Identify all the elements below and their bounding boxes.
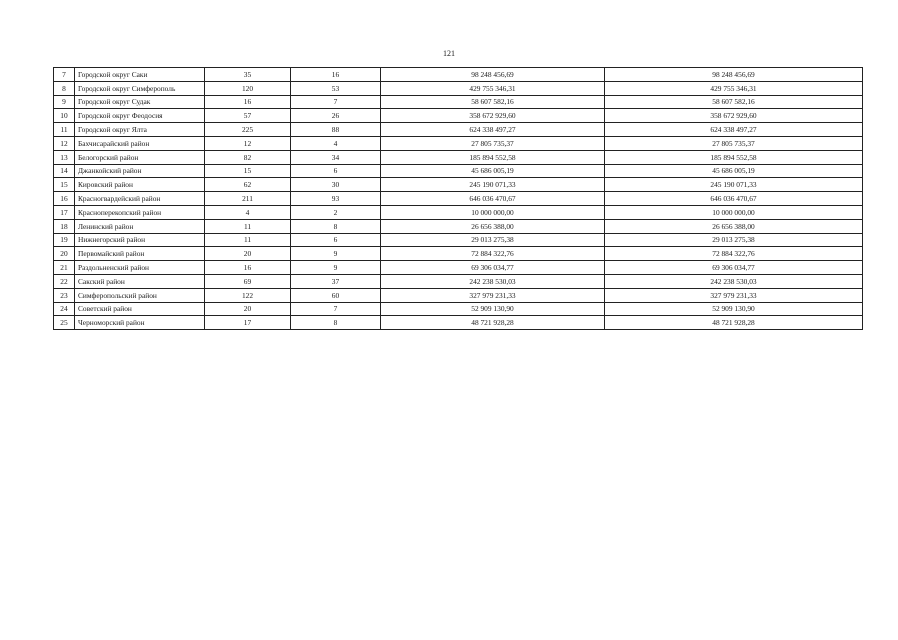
municipality-name-cell: Черноморский район	[75, 316, 205, 330]
amount-d-cell: 624 338 497,27	[605, 123, 863, 137]
amount-d-cell: 69 306 034,77	[605, 261, 863, 275]
table-body	[54, 68, 863, 330]
amount-d-cell: 29 013 275,38	[605, 233, 863, 247]
amount-c-cell: 624 338 497,27	[381, 123, 605, 137]
amount-c-cell: 58 607 582,16	[381, 95, 605, 109]
amount-d-cell: 646 036 470,67	[605, 192, 863, 206]
municipality-name-cell: Городской округ Судак	[75, 95, 205, 109]
table-row	[54, 68, 863, 82]
amount-d-cell: 429 755 346,31	[605, 81, 863, 95]
count-a-cell: 4	[205, 205, 291, 219]
data-table	[53, 67, 863, 330]
table-row	[54, 302, 863, 316]
municipality-name-cell: Нижнегорский район	[75, 233, 205, 247]
page-number: 121	[443, 49, 455, 58]
amount-c-cell: 29 013 275,38	[381, 233, 605, 247]
amount-c-cell: 185 894 552,58	[381, 150, 605, 164]
municipality-name-cell: Первомайский район	[75, 247, 205, 261]
count-b-cell: 37	[291, 274, 381, 288]
count-b-cell: 6	[291, 164, 381, 178]
row-number-cell: 19	[54, 233, 75, 247]
amount-c-cell: 242 238 530,03	[381, 274, 605, 288]
municipality-name-cell: Сакский район	[75, 274, 205, 288]
row-number-cell: 24	[54, 302, 75, 316]
table-row	[54, 178, 863, 192]
municipality-name-cell: Красногвардейский район	[75, 192, 205, 206]
count-a-cell: 20	[205, 302, 291, 316]
amount-c-cell: 429 755 346,31	[381, 81, 605, 95]
count-a-cell: 225	[205, 123, 291, 137]
amount-c-cell: 358 672 929,60	[381, 109, 605, 123]
count-b-cell: 53	[291, 81, 381, 95]
table-row	[54, 261, 863, 275]
table-row	[54, 95, 863, 109]
municipality-name-cell: Симферопольский район	[75, 288, 205, 302]
amount-c-cell: 646 036 470,67	[381, 192, 605, 206]
amount-c-cell: 52 909 130,90	[381, 302, 605, 316]
count-a-cell: 16	[205, 95, 291, 109]
amount-d-cell: 58 607 582,16	[605, 95, 863, 109]
amount-c-cell: 27 805 735,37	[381, 136, 605, 150]
count-a-cell: 11	[205, 233, 291, 247]
row-number-cell: 20	[54, 247, 75, 261]
count-a-cell: 82	[205, 150, 291, 164]
row-number-cell: 8	[54, 81, 75, 95]
table-row	[54, 192, 863, 206]
amount-d-cell: 10 000 000,00	[605, 205, 863, 219]
count-a-cell: 15	[205, 164, 291, 178]
row-number-cell: 14	[54, 164, 75, 178]
municipality-name-cell: Бахчисарайский район	[75, 136, 205, 150]
amount-d-cell: 72 884 322,76	[605, 247, 863, 261]
count-b-cell: 7	[291, 302, 381, 316]
amount-c-cell: 69 306 034,77	[381, 261, 605, 275]
row-number-cell: 13	[54, 150, 75, 164]
amount-d-cell: 185 894 552,58	[605, 150, 863, 164]
amount-c-cell: 26 656 388,00	[381, 219, 605, 233]
row-number-cell: 21	[54, 261, 75, 275]
table-row	[54, 288, 863, 302]
row-number-cell: 25	[54, 316, 75, 330]
amount-d-cell: 327 979 231,33	[605, 288, 863, 302]
amount-c-cell: 327 979 231,33	[381, 288, 605, 302]
amount-d-cell: 26 656 388,00	[605, 219, 863, 233]
table-row	[54, 109, 863, 123]
count-a-cell: 20	[205, 247, 291, 261]
amount-c-cell: 98 248 456,69	[381, 68, 605, 82]
row-number-cell: 18	[54, 219, 75, 233]
municipality-name-cell: Городской округ Ялта	[75, 123, 205, 137]
amount-c-cell: 72 884 322,76	[381, 247, 605, 261]
count-b-cell: 8	[291, 316, 381, 330]
row-number-cell: 10	[54, 109, 75, 123]
count-b-cell: 9	[291, 247, 381, 261]
municipality-name-cell: Городской округ Саки	[75, 68, 205, 82]
count-a-cell: 11	[205, 219, 291, 233]
table-row	[54, 123, 863, 137]
count-b-cell: 26	[291, 109, 381, 123]
amount-d-cell: 245 190 071,33	[605, 178, 863, 192]
amount-c-cell: 48 721 928,28	[381, 316, 605, 330]
municipality-name-cell: Ленинский район	[75, 219, 205, 233]
amount-c-cell: 245 190 071,33	[381, 178, 605, 192]
count-b-cell: 8	[291, 219, 381, 233]
municipality-name-cell: Джанкойский район	[75, 164, 205, 178]
row-number-cell: 22	[54, 274, 75, 288]
count-a-cell: 57	[205, 109, 291, 123]
amount-d-cell: 27 805 735,37	[605, 136, 863, 150]
amount-d-cell: 52 909 130,90	[605, 302, 863, 316]
count-b-cell: 2	[291, 205, 381, 219]
table-row	[54, 136, 863, 150]
count-a-cell: 120	[205, 81, 291, 95]
count-a-cell: 16	[205, 261, 291, 275]
count-b-cell: 7	[291, 95, 381, 109]
count-b-cell: 16	[291, 68, 381, 82]
table-row	[54, 247, 863, 261]
municipality-name-cell: Белогорский район	[75, 150, 205, 164]
municipality-name-cell: Красноперекопский район	[75, 205, 205, 219]
count-b-cell: 93	[291, 192, 381, 206]
count-b-cell: 30	[291, 178, 381, 192]
count-a-cell: 17	[205, 316, 291, 330]
count-a-cell: 12	[205, 136, 291, 150]
table-row	[54, 150, 863, 164]
municipality-name-cell: Кировский район	[75, 178, 205, 192]
count-a-cell: 211	[205, 192, 291, 206]
row-number-cell: 23	[54, 288, 75, 302]
table-row	[54, 316, 863, 330]
count-a-cell: 62	[205, 178, 291, 192]
table-row	[54, 81, 863, 95]
table-row	[54, 219, 863, 233]
row-number-cell: 17	[54, 205, 75, 219]
count-a-cell: 69	[205, 274, 291, 288]
table-row	[54, 274, 863, 288]
municipality-name-cell: Городской округ Симферополь	[75, 81, 205, 95]
amount-d-cell: 98 248 456,69	[605, 68, 863, 82]
row-number-cell: 7	[54, 68, 75, 82]
amount-d-cell: 242 238 530,03	[605, 274, 863, 288]
table-row	[54, 205, 863, 219]
row-number-cell: 12	[54, 136, 75, 150]
amount-d-cell: 48 721 928,28	[605, 316, 863, 330]
count-a-cell: 122	[205, 288, 291, 302]
count-a-cell: 35	[205, 68, 291, 82]
amount-c-cell: 45 686 005,19	[381, 164, 605, 178]
row-number-cell: 11	[54, 123, 75, 137]
amount-c-cell: 10 000 000,00	[381, 205, 605, 219]
count-b-cell: 6	[291, 233, 381, 247]
table-row	[54, 233, 863, 247]
municipality-name-cell: Советский район	[75, 302, 205, 316]
table-row	[54, 164, 863, 178]
municipality-name-cell: Раздольненский район	[75, 261, 205, 275]
count-b-cell: 4	[291, 136, 381, 150]
amount-d-cell: 358 672 929,60	[605, 109, 863, 123]
amount-d-cell: 45 686 005,19	[605, 164, 863, 178]
count-b-cell: 34	[291, 150, 381, 164]
count-b-cell: 60	[291, 288, 381, 302]
row-number-cell: 9	[54, 95, 75, 109]
municipality-name-cell: Городской округ Феодосия	[75, 109, 205, 123]
count-b-cell: 88	[291, 123, 381, 137]
count-b-cell: 9	[291, 261, 381, 275]
row-number-cell: 16	[54, 192, 75, 206]
row-number-cell: 15	[54, 178, 75, 192]
